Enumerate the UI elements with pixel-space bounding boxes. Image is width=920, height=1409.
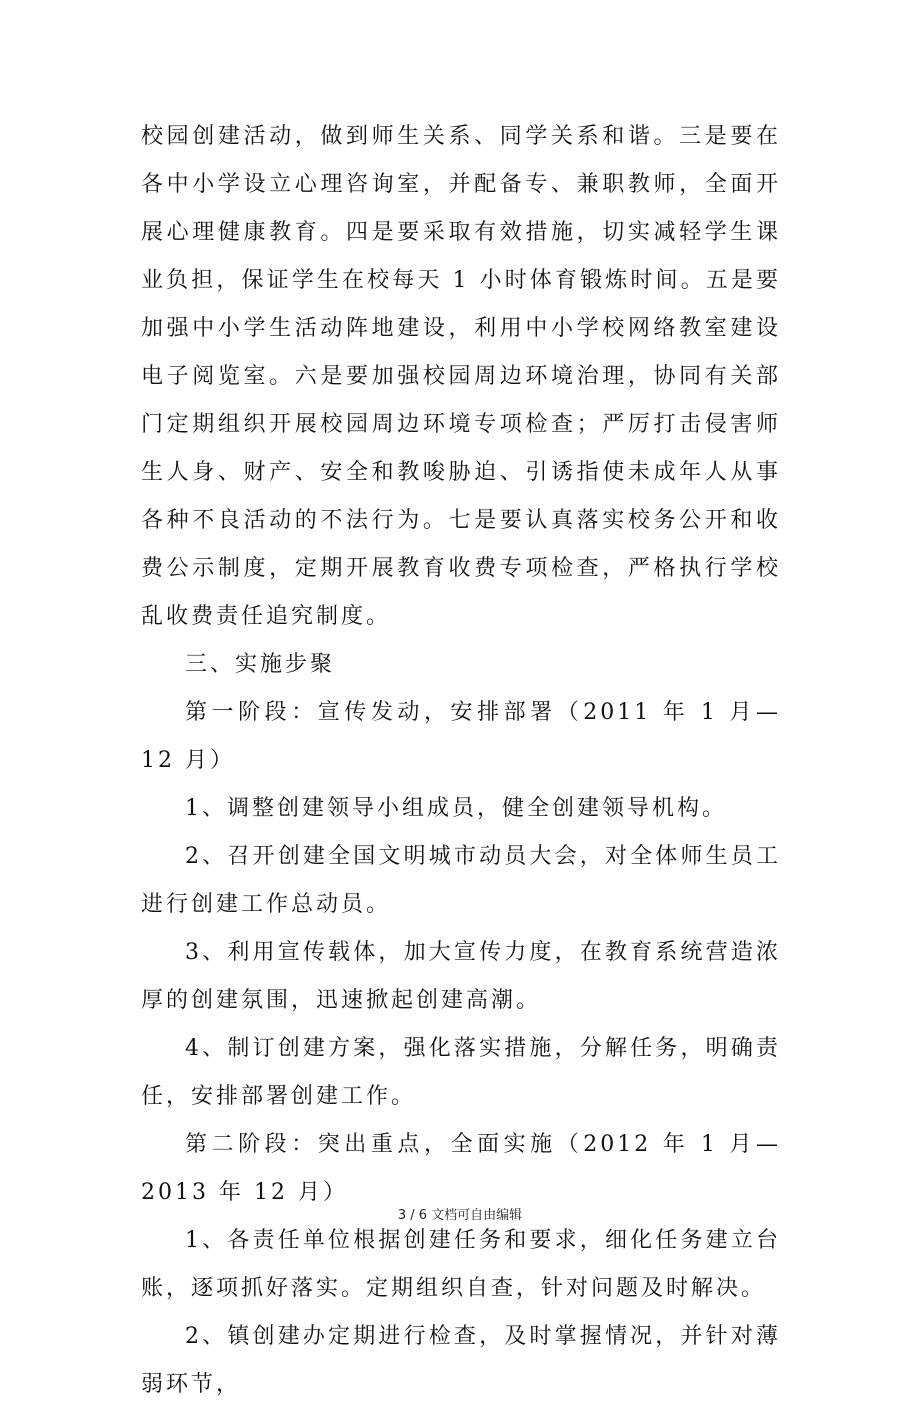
list-item: 4、制订创建方案，强化落实措施，分解任务，明确责任，安排部署创建工作。 <box>141 1036 781 1109</box>
list-item: 1、各责任单位根据创建任务和要求，细化任务建立台账，逐项抓好落实。定期组织自查，针对问题及时解决。 <box>141 1228 781 1301</box>
stage-heading: 第一阶段：宣传发动，安排部署（2011 年 1 月—12 月） <box>141 700 781 773</box>
paragraph-continuation: 校园创建活动，做到师生关系、同学关系和谐。三是要在各中小学设立心理咨询室，并配备专、兼职教师，全面开展心理健康教育。四是要采取有效措施，切实减轻学生课业负担，保证学生在校每天 1 小时体育锻炼时间。五是要加强中小学生活动阵地建设，利用中小学校网络教室建设电子阅览室。六是要加强校园周边环境治理，协同有关部门定期组织开展校园周边环境专项检查；严厉打击侵害师生人身、财产、安全和教唆胁迫、引诱指使未成年人从事各种不良活动的不法行为。七是要认真落实校务公开和收费公示制度，定期开展教育收费专项检查，严格执行学校乱收费责任追究制度。 <box>141 124 781 629</box>
list-item: 1、调整创建领导小组成员，健全创建领导机构。 <box>185 796 727 821</box>
stage-heading: 第二阶段：突出重点，全面实施（2012 年 1 月—2013 年 12 月） <box>141 1132 781 1205</box>
list-item: 2、召开创建全国文明城市动员大会，对全体师生员工进行创建工作总动员。 <box>141 844 781 917</box>
section-heading: 三、实施步聚 <box>185 652 336 677</box>
list-item: 3、利用宣传载体，加大宣传力度，在教育系统营造浓厚的创建氛围，迅速掀起创建高潮。 <box>141 940 781 1013</box>
page-footer: 3 / 6 文档可自由编辑 <box>397 1208 523 1223</box>
list-item: 2、镇创建办定期进行检查，及时掌握情况，并针对薄弱环节， <box>141 1324 781 1397</box>
